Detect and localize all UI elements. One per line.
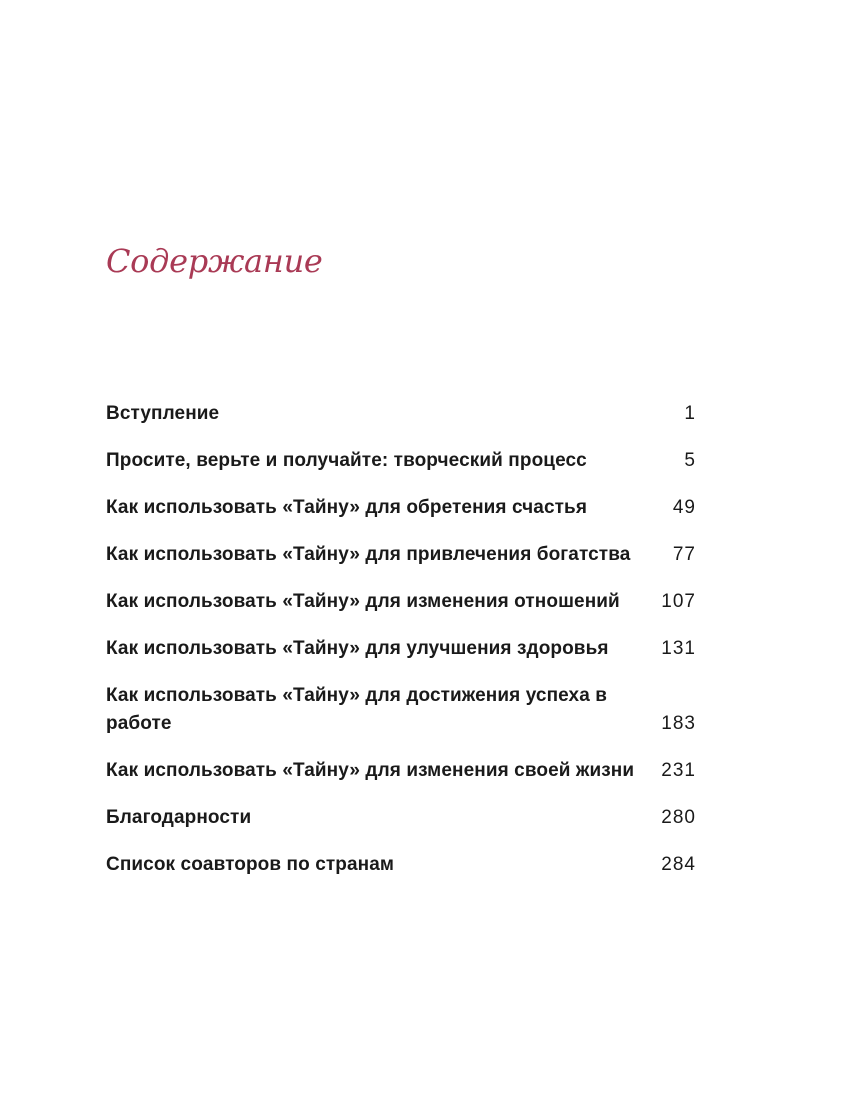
toc-entry bbox=[106, 494, 696, 522]
page-title: Содержание bbox=[106, 242, 323, 280]
toc-entry bbox=[106, 682, 696, 738]
toc-entry bbox=[106, 851, 696, 879]
toc-entry-page: 107 bbox=[661, 591, 696, 612]
toc-entry bbox=[106, 588, 696, 616]
toc-entry-page: 77 bbox=[672, 544, 696, 565]
toc-entry-title: Список соавторов по странам bbox=[106, 854, 395, 875]
toc-entry-title: Просите, верьте и получайте: творческий процесс bbox=[106, 450, 587, 471]
toc-entry-title: Как использовать «Тайну» для улучшения здоровья bbox=[106, 638, 609, 659]
toc-entry-title: Как использовать «Тайну» для изменения отношений bbox=[106, 591, 620, 612]
toc-entry-page: 231 bbox=[661, 760, 696, 781]
toc-entry-page: 183 bbox=[661, 713, 696, 734]
toc-entry-title: Вступление bbox=[106, 403, 220, 424]
toc-entry-page: 5 bbox=[684, 450, 696, 471]
toc-entry-title: Как использовать «Тайну» для изменения своей жизни bbox=[106, 760, 635, 781]
toc-entry bbox=[106, 400, 696, 428]
toc-entry-page: 1 bbox=[684, 403, 696, 424]
toc-entry-page: 131 bbox=[661, 638, 696, 659]
toc-entry bbox=[106, 804, 696, 832]
toc-entry-page: 49 bbox=[672, 497, 696, 518]
toc-entry-title: Как использовать «Тайну» для обретения счастья bbox=[106, 497, 588, 518]
toc-entry bbox=[106, 541, 696, 569]
toc-entry-page: 280 bbox=[661, 807, 696, 828]
toc-entry bbox=[106, 447, 696, 475]
toc-entry-page: 284 bbox=[661, 854, 696, 875]
toc-entry bbox=[106, 757, 696, 785]
toc-entry-title: Как использовать «Тайну» для привлечения богатства bbox=[106, 544, 631, 565]
toc-entry-title: Как использовать «Тайну» для достижения успеха в работе bbox=[106, 685, 608, 734]
toc-entry-title: Благодарности bbox=[106, 807, 252, 828]
toc-entry bbox=[106, 635, 696, 663]
table-of-contents bbox=[106, 400, 696, 898]
